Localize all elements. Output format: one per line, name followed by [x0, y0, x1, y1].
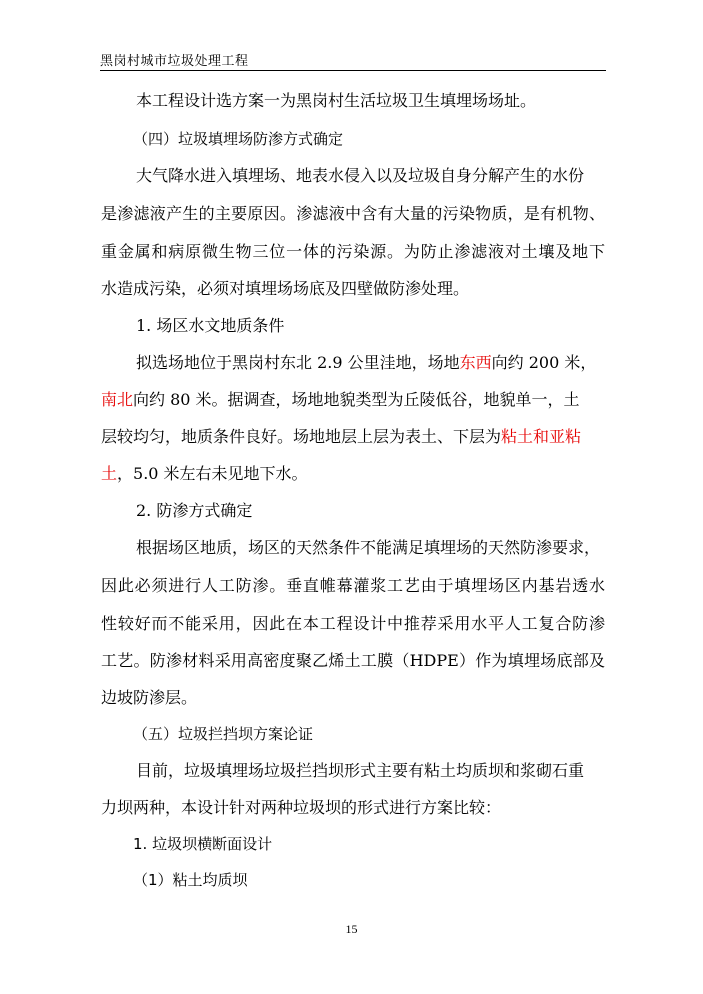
- text-run: 层较均匀，地质条件良好。场地地层上层为表土、下层为: [101, 427, 502, 446]
- highlighted-text: 南北: [101, 390, 134, 409]
- text-run: 拟选场地位于黑岗村东北 2.9 公里洼地，场地: [136, 353, 460, 372]
- subsection-heading: 1. 垃圾坝横断面设计: [133, 835, 273, 853]
- paragraph-line: 目前，垃圾填埋场垃圾拦挡坝形式主要有粘土均质坝和浆砌石重: [136, 761, 585, 780]
- page-number: 15: [345, 922, 358, 936]
- paragraph-line: 力坝两种，本设计针对两种垃圾坝的形式进行方案比较：: [101, 798, 502, 817]
- text-run: 向约 80 米。据调查，场地地貌类型为丘陵低谷，地貌单一，土: [133, 390, 580, 409]
- text-run: 向约 200 米，: [491, 353, 597, 372]
- subsection-heading: 1. 场区水文地质条件: [136, 316, 285, 335]
- paragraph-line: 工艺。防渗材料采用高密度聚乙烯土工膜（HDPE）作为填埋场底部及: [101, 651, 605, 670]
- paragraph-line: 边坡防渗层。: [101, 688, 198, 707]
- paragraph-line: 本工程设计选方案一为黑岗村生活垃圾卫生填埋场场址。: [136, 91, 537, 110]
- paragraph-line: 是渗滤液产生的主要原因。渗滤液中含有大量的污染物质，是有机物、: [101, 204, 605, 223]
- paragraph-line: [101, 427, 581, 447]
- page-header: [100, 48, 606, 71]
- header-title: 黑岗村城市垃圾处理工程: [100, 54, 249, 69]
- highlighted-text: 土: [101, 464, 118, 483]
- paragraph-line: [136, 353, 596, 373]
- highlighted-text: 粘土和亚粘: [501, 427, 582, 446]
- paragraph-line: [101, 390, 580, 410]
- section-heading-5: （五）垃圾拦挡坝方案论证: [133, 725, 314, 743]
- section-heading-4: （四）垃圾填埋场防渗方式确定: [133, 130, 344, 148]
- subsection-heading: 2. 防渗方式确定: [136, 501, 253, 520]
- highlighted-text: 东西: [459, 353, 492, 372]
- paragraph-line: 根据场区地质，场区的天然条件不能满足填埋场的天然防渗要求，: [136, 538, 601, 557]
- paragraph-line: [101, 464, 308, 484]
- text-run: ，5.0 米左右未见地下水。: [117, 464, 308, 483]
- paragraph-line: 大气降水进入填埋场、地表水侵入以及垃圾自身分解产生的水份: [136, 166, 585, 185]
- subsection-heading: （1）粘土均质坝: [133, 871, 248, 889]
- paragraph-line: 性较好而不能采用，因此在本工程设计中推荐采用水平人工复合防渗: [101, 614, 605, 633]
- paragraph-line: 水造成污染，必须对填埋场场底及四壁做防渗处理。: [101, 279, 470, 298]
- paragraph-line: 重金属和病原微生物三位一体的污染源。为防止渗滤液对土壤及地下: [101, 242, 605, 261]
- paragraph-line: 因此必须进行人工防渗。垂直帷幕灌浆工艺由于填埋场区内基岩透水: [101, 576, 605, 595]
